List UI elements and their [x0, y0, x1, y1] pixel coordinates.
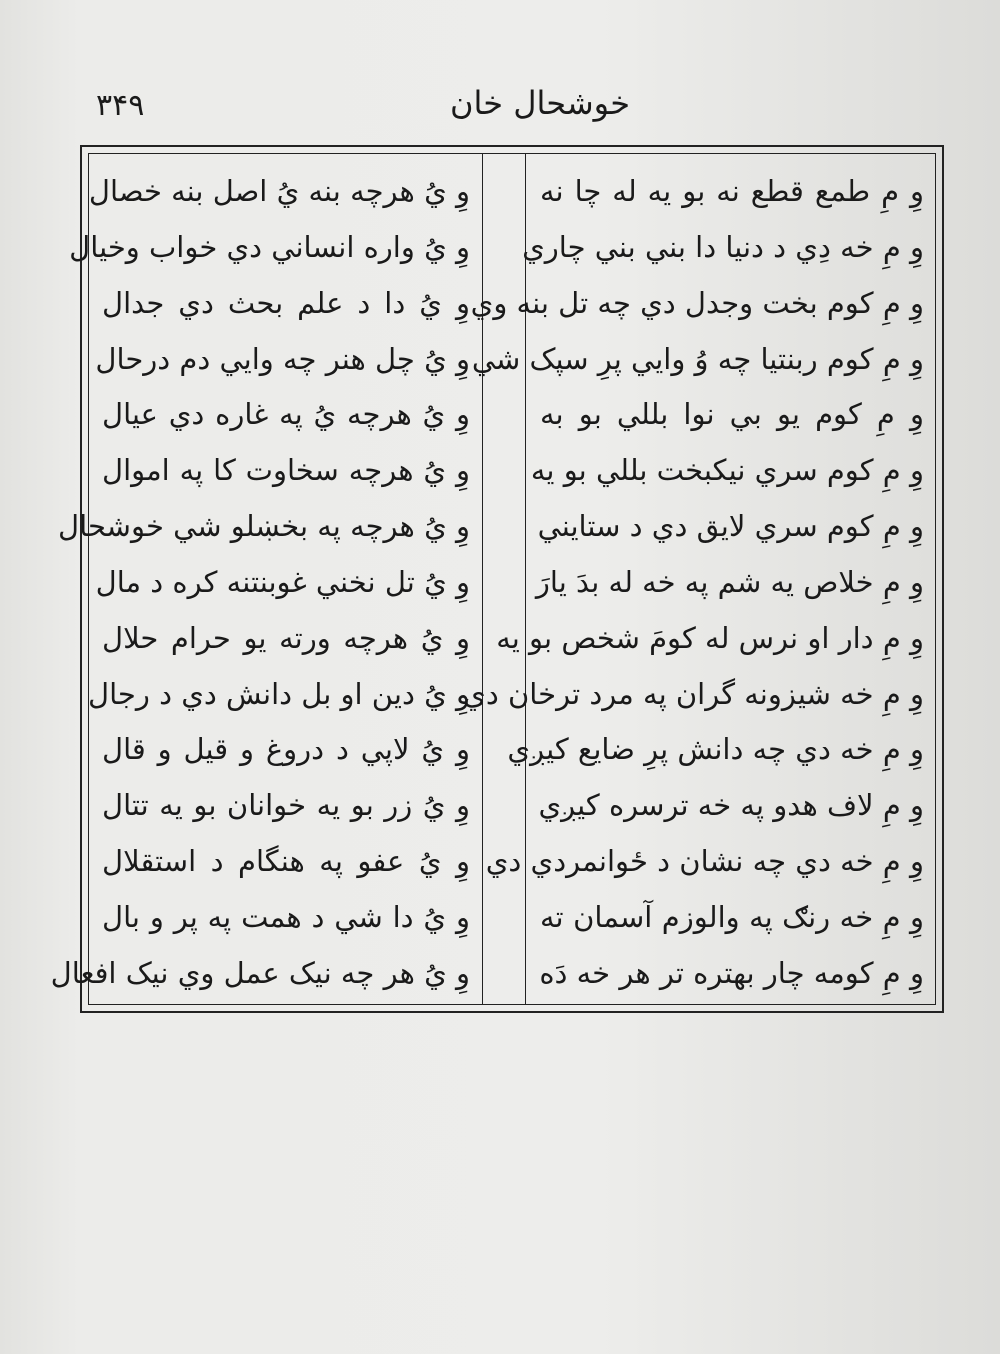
- verse-line: وِ مِ خه شيزونه گران په مرد ترخان دي: [463, 676, 924, 711]
- verse-line: وِ يُ عفو په هنگام د استقلال: [102, 844, 470, 879]
- verse-line: وِ مِ لاف هدو په خه ترسره كيږي: [538, 788, 924, 823]
- verse-line: وِ يُ هرچه يُ په غاره دي عيال: [102, 397, 470, 432]
- verse-line: وِ يُ لاپي د دروغ و قيل و قال: [102, 732, 470, 767]
- verse-line: وِ مِ كوم بخت وجدل دي چه تل بنه وي: [470, 285, 924, 320]
- verse-line: وِ مِ كوم سري نيكبخت بللي بو يه: [530, 453, 924, 488]
- verse-line: وِ مِ خه دي چه دانش پرِ ضايع كيږي: [507, 732, 924, 767]
- verse-line: وِ مِ طمع قطع نه بو يه له چا نه: [540, 174, 924, 208]
- verse-line: وِ مِ كوم ربنتيا چه وُ وايي پرِ سپک شي: [471, 341, 924, 376]
- verse-line: وِ يُ تل نخني غوبنتنه كره د مال: [95, 564, 470, 599]
- verse-line: وِ مِ خه دي چه نشان د ځوانمردي دي: [485, 844, 924, 879]
- left-column: [50, 168, 478, 998]
- verse-line: وِ يُ هرچه بنه يُ اصل بنه خصال: [88, 174, 470, 208]
- page-number: ۳۴۹: [96, 88, 145, 123]
- verse-line: وِ مِ خلاص يه شم په خه له بدَ يارَ: [535, 564, 924, 599]
- running-head: خوشحال خان: [450, 84, 630, 122]
- verse-line: وِ يُ هرچه سخاوت كا په اموال: [102, 453, 470, 488]
- verse-line: وِ مِ خه دِي د دنيا دا بني بني چاري: [522, 229, 924, 264]
- right-column: [463, 168, 932, 998]
- verse-line: وِ يُ دا شي د همت په پر و بال: [102, 899, 470, 934]
- verse-line: وِ مِ كوم يو بي نوا بللي بو به: [540, 397, 924, 432]
- verse-line: وِ مِ دار او نرس له كومَ شخص بو يه: [496, 620, 924, 655]
- verse-line: وِ يُ هر چه نيک عمل وي نيک افعال: [50, 955, 470, 990]
- verse-line: وِ مِ خه رنګ په والوزم آسمان ته: [540, 899, 924, 934]
- verse-line: وِ يُ هرچه په بخښلو شي خوشحال: [58, 509, 470, 544]
- verse-line: وِ يُ هرچه ورته يو حرام حلال: [102, 620, 470, 655]
- verse-line: وِ يُ دين او بل دانش دي د رجال: [88, 676, 470, 711]
- verse-line: وِ مِ كوم سري لايق دي د ستايني: [537, 509, 924, 544]
- verse-line: وِ يُ دا د علم بحث دي جدال: [102, 285, 470, 320]
- verse-line: وِ يُ چل هنر چه وايي دم درحال: [95, 341, 470, 376]
- verse-line: وِ يُ واره انساني دي خواب وخيال: [69, 229, 470, 264]
- verse-line: وِ مِ كومه چار بهتره تر هر خه دَه: [539, 955, 924, 990]
- verse-line: وِ يُ زر بو يه خوانان بو يه تتال: [102, 788, 470, 823]
